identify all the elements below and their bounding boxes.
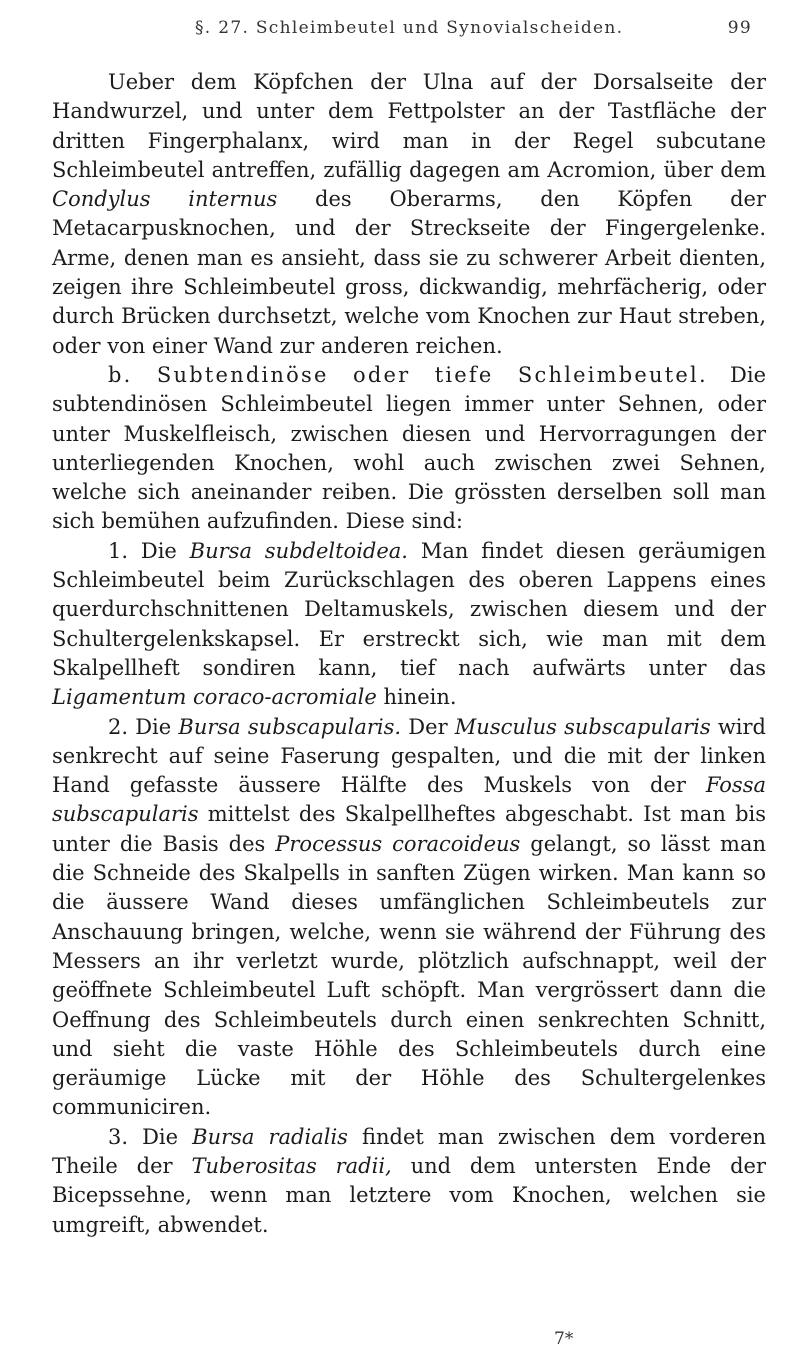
- latin-term: Bursa radialis: [192, 1124, 348, 1149]
- latin-term: Tuberositas radii,: [191, 1153, 392, 1178]
- running-head-title: §. 27. Schleimbeutel und Synovialscheiden.: [195, 18, 624, 38]
- paragraph-bursa-radialis: [52, 1123, 766, 1240]
- paragraph-bursa-subdeltoidea: [52, 537, 766, 713]
- paragraph-text: mittelst des Skalpellheftes abgeschabt. Ist man bis unter die Basis des: [52, 802, 766, 856]
- body-text: [52, 68, 766, 1240]
- paragraph-text: 3. Die: [108, 1124, 193, 1149]
- paragraph-text: Die subtendinösen Schleimbeutel liegen immer unter Sehnen, oder unter Muskelfleisch, zwischen diesen und Hervorragungen der unterliegenden Knochen, wohl auch zwischen zwei Sehnen, welche sich aneinander reiben. Die grössten derselben soll man sich bemühen aufzufinden. Diese sind:: [52, 362, 767, 534]
- latin-term: Bursa subdeltoidea.: [189, 538, 408, 563]
- paragraph-text: Der: [401, 714, 455, 739]
- paragraph-text: 1. Die: [108, 538, 190, 563]
- section-heading: b. Subtendinöse oder tiefe Schleimbeutel.: [108, 362, 708, 387]
- paragraph-text: und dem untersten Ende der Bicepssehne, wenn man letztere vom Knochen, welchen sie umgreift, abwendet.: [52, 1153, 766, 1237]
- paragraph-text: findet man zwischen dem vorderen Theile der: [52, 1124, 767, 1178]
- latin-term: Bursa subscapularis.: [178, 714, 402, 739]
- latin-term: Condylus internus: [52, 187, 278, 212]
- paragraph-subtendinous: [52, 361, 766, 537]
- latin-term: Fossa subscapularis: [52, 773, 766, 827]
- paragraph-text: wird senkrecht auf seine Faserung gespalten, und die mit der linken Hand gefasste äussere Hälfte des Muskels von der: [52, 714, 767, 798]
- latin-term: Processus coracoideus: [275, 831, 521, 856]
- paragraph-text: des Oberarms, den Köpfen der Metacarpusknochen, und der Streckseite der Fingergelenke. Arme, denen man es ansieht, dass sie zu schwerer Arbeit dienten, zeigen ihre Schleimbeutel gross, dickwandig, mehrfächerig, oder durch Brücken durchsetzt, welche vom Knochen zur Haut streben, oder von einer Wand zur anderen reichen.: [52, 187, 766, 358]
- page-number: 99: [727, 18, 752, 38]
- paragraph-text: Ueber dem Köpfchen der Ulna auf der Dorsalseite der Handwurzel, und unter dem Fettpolster an der Tastfläche der dritten Fingerphalanx, wird man in der Regel subcutane Schleimbeutel antreffen, zufällig dagegen am Acromion, über dem: [52, 70, 766, 182]
- paragraph-text: gelangt, so lässt man die Schneide des Skalpells in sanften Zügen wirken. Man kann so die äussere Wand dieses umfänglichen Schleimbeutels zur Anschauung bringen, welche, wenn sie während der Führung des Messers an ihr verletzt wurde, plötzlich aufschnappt, weil der geöffnete Schleimbeutel Luft schöpft. Man vergrössert dann die Oeffnung des Schleimbeutels durch einen senkrechten Schnitt, und sieht die vaste Höhle des Schleimbeutels durch eine geräumige Lücke mit der Höhle des Schultergelenkes communiciren.: [52, 831, 766, 1120]
- latin-term: Ligamentum coraco-acromiale: [52, 685, 377, 710]
- paragraph-text: 2. Die: [108, 714, 179, 739]
- signature-mark: 7*: [554, 1329, 574, 1349]
- running-head: [195, 18, 752, 46]
- paragraph-text: Man findet diesen geräumigen Schleimbeutel beim Zurückschlagen des oberen Lappens eines querdurchschnittenen Deltamuskels, zwischen diesem und der Schultergelenkskapsel. Er erstreckt sich, wie man mit dem Skalpellheft sondiren kann, tief nach aufwärts unter das: [52, 538, 766, 680]
- paragraph-subcutaneous: [52, 68, 766, 361]
- latin-term: Musculus subscapularis: [454, 714, 711, 739]
- paragraph-text: hinein.: [376, 685, 457, 710]
- paragraph-bursa-subscapularis: [52, 713, 766, 1123]
